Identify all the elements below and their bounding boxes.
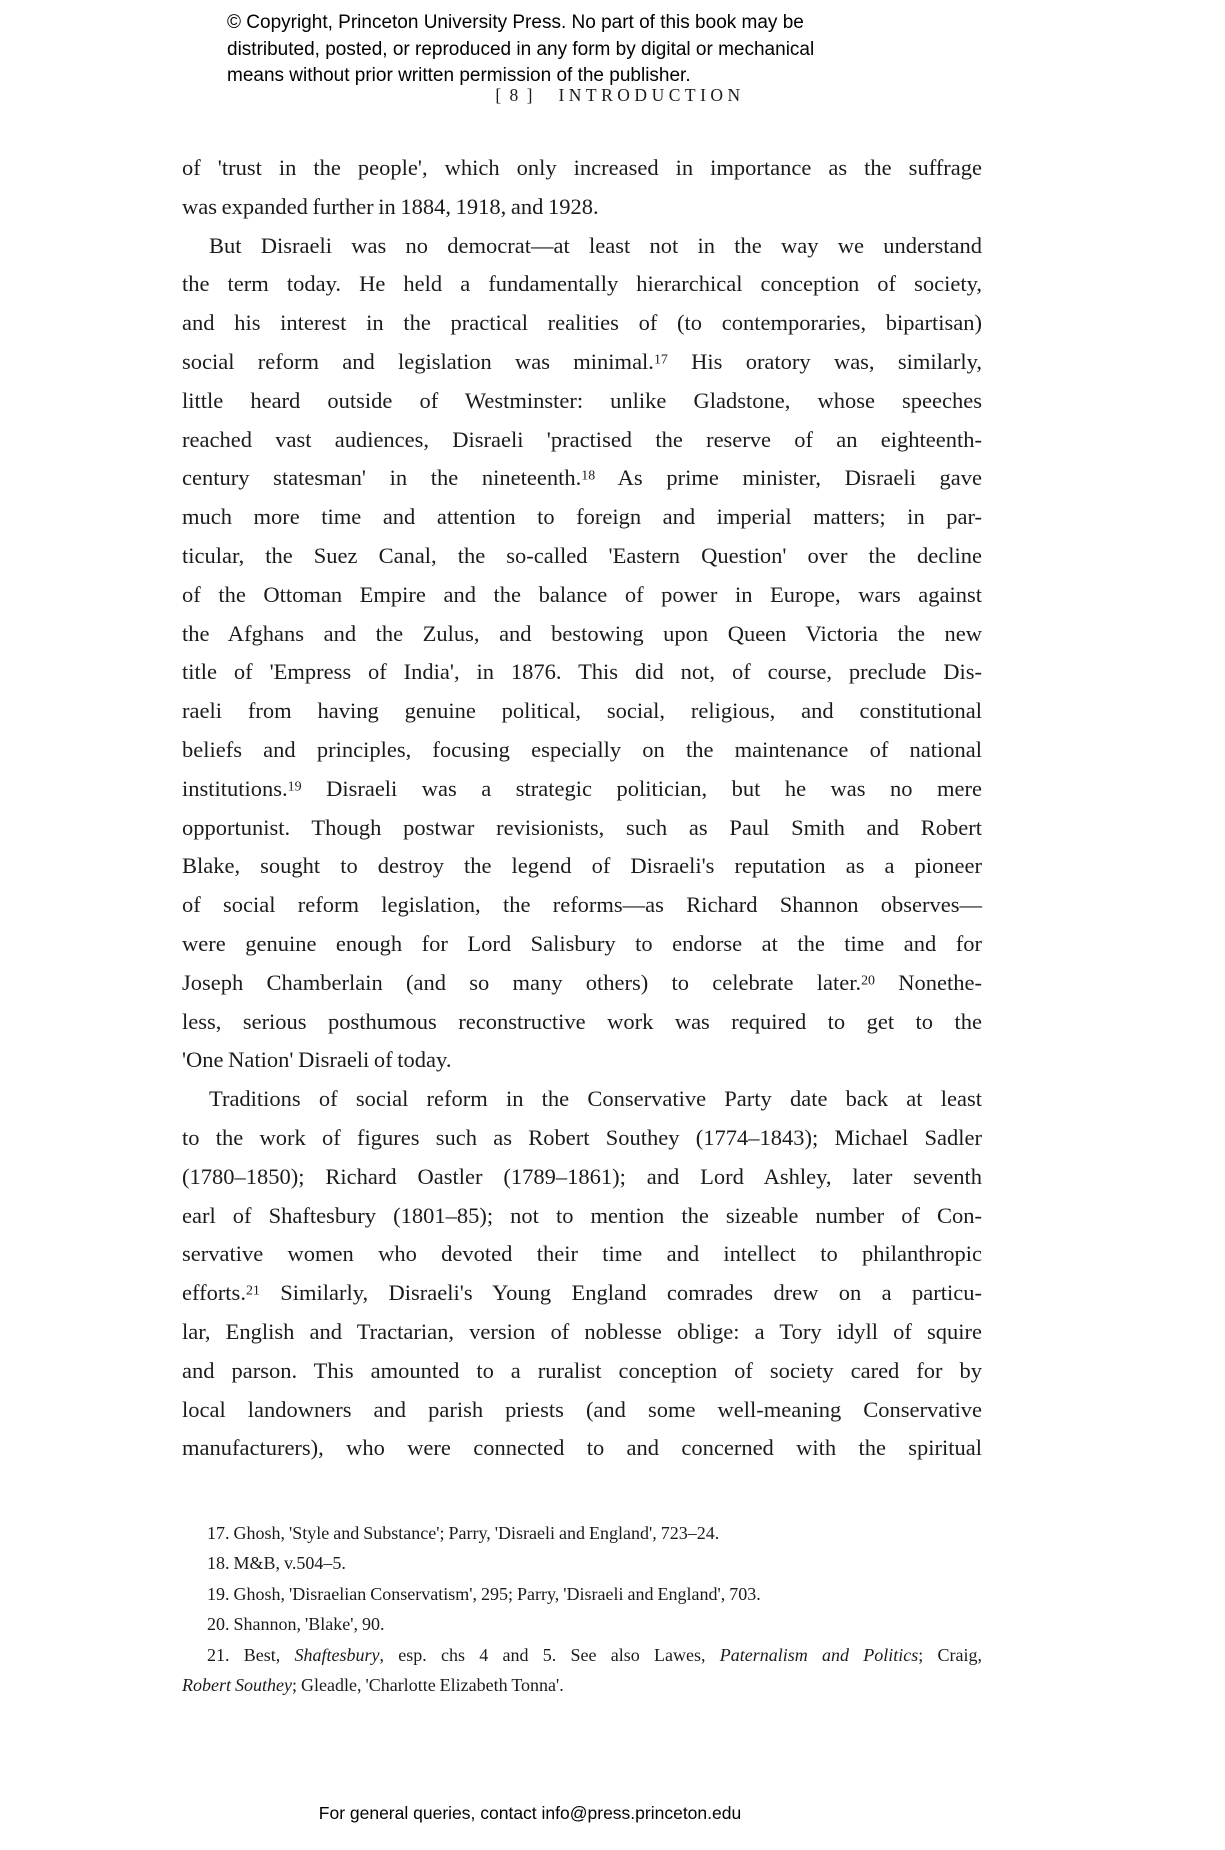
footnote-line [182,1670,982,1700]
footnote-line [182,1518,982,1548]
footnotes [182,1518,982,1700]
footnote-line [182,1579,982,1609]
text-line [182,498,982,537]
text-line [182,925,982,964]
text-run: little heard outside of Westminster: unlike Gladstone, whose speeches [182,387,982,413]
paragraph [182,1080,982,1468]
text-line [182,576,982,615]
footnote-ref: 18 [581,469,596,485]
text-line [182,1003,982,1042]
text-run: Traditions of social reform in the Conservative Party date back at least [209,1086,982,1112]
text-run: raeli from having genuine political, social, religious, and constitutional [182,698,982,724]
italic-text: Shaftesbury [294,1644,380,1665]
text-run: to the work of figures such as Robert Southey (1774–1843); Michael Sadler [182,1124,982,1150]
text-run: ; Craig, [918,1644,982,1665]
body-text [182,149,982,1468]
footnote-ref: 17 [653,352,668,368]
text-line [182,188,982,227]
footnote-ref: 20 [861,973,876,989]
text-line [182,886,982,925]
text-run: 'One Nation' Disraeli of today. [182,1047,452,1073]
text-line [182,304,982,343]
contact-text: For general queries, contact info@press.princeton.edu [318,1803,742,1823]
text-run: opportunist. Though postwar revisionists, such as Paul Smith and Robert [182,814,982,840]
text-line [182,653,982,692]
text-run: 19. Ghosh, 'Disraelian Conservatism', 295; Parry, 'Disraeli and England', 703. [207,1583,761,1604]
text-line [182,149,982,188]
text-line [182,847,982,886]
text-line [182,731,982,770]
text-run: much more time and attention to foreign and imperial matters; in par- [182,504,982,530]
text-line [182,692,982,731]
text-line [182,227,982,266]
footnote [182,1518,982,1548]
text-run: 20. Shannon, 'Blake', 90. [207,1614,385,1635]
text-run: As prime minister, Disraeli gave [595,465,982,491]
copyright-line-2: distributed, posted, or reproduced in any form by digital or mechanical [227,38,815,60]
text-run: Joseph Chamberlain (and so many others) to celebrate later. [182,969,862,995]
text-run: social reform and legislation was minimal. [182,348,654,374]
text-run: earl of Shaftesbury (1801–85); not to mention the sizeable number of Con- [182,1202,982,1228]
text-run: beliefs and principles, focusing especially on the maintenance of national [182,736,982,762]
text-run: 18. M&B, v.504–5. [207,1553,346,1574]
text-run: institutions. [182,775,288,801]
text-line [182,343,982,382]
italic-text: Robert Southey [182,1674,292,1695]
text-line [182,1429,982,1468]
text-line [182,1313,982,1352]
footnote-line [182,1609,982,1639]
footnote [182,1609,982,1639]
footnote [182,1548,982,1578]
footnote-line [182,1640,982,1670]
text-run: of the Ottoman Empire and the balance of power in Europe, wars against [182,581,982,607]
text-run: ; Gleadle, 'Charlotte Elizabeth Tonna'. [291,1674,564,1695]
footnote [182,1579,982,1609]
text-run: But Disraeli was no democrat—at least not in the way we understand [209,232,982,258]
text-run: was expanded further in 1884, 1918, and 1928. [182,193,599,219]
text-run: of 'trust in the people', which only increased in importance as the suffrage [182,155,982,180]
text-line [182,1158,982,1197]
text-line [182,382,982,421]
text-run: ticular, the Suez Canal, the so-called 'Eastern Question' over the decline [182,542,982,568]
copyright-line-1: © Copyright, Princeton University Press. No part of this book may be [227,12,804,33]
text-line [182,421,982,460]
text-run: manufacturers), who were connected to and concerned with the spiritual [182,1435,982,1461]
text-line [182,537,982,576]
text-line [182,809,982,848]
text-run: (1780–1850); Richard Oastler (1789–1861); and Lord Ashley, later seventh [182,1163,982,1189]
text-run: reached vast audiences, Disraeli 'practised the reserve of an eighteenth- [182,426,982,452]
paragraph [182,227,982,1081]
text-line [182,1235,982,1274]
text-run: servative women who devoted their time and intellect to philanthropic [182,1241,982,1267]
footnote-ref: 21 [245,1283,260,1299]
text-run: efforts. [182,1280,246,1306]
section-title: INTRODUCTION [558,85,745,105]
text-line [182,615,982,654]
text-line [182,1391,982,1430]
footnote-line [182,1548,982,1578]
text-line [182,1080,982,1119]
text-run: local landowners and parish priests (and some well-meaning Conservative [182,1396,982,1422]
contact-footer [150,1802,910,1824]
text-line [182,459,982,498]
text-run: lar, English and Tractarian, version of noblesse oblige: a Tory idyll of squire [182,1318,982,1344]
italic-text: Paternalism and Politics [719,1644,919,1665]
text-run: less, serious posthumous reconstructive work was required to get to the [182,1008,982,1034]
text-line [182,1119,982,1158]
text-line [182,1041,982,1080]
text-run: Blake, sought to destroy the legend of Disraeli's reputation as a pioneer [182,853,982,879]
text-run: and his interest in the practical realities of (to contemporaries, bipartisan) [182,310,982,336]
text-run: 21. Best, [207,1644,295,1665]
text-run: , esp. chs 4 and 5. See also Lawes, [379,1644,720,1665]
text-run: Nonethe- [875,969,982,995]
text-line [182,770,982,809]
text-run: the term today. He held a fundamentally hierarchical conception of society, [182,271,982,297]
page-number: [ 8 ] [495,85,535,105]
copyright-notice [227,10,814,90]
text-line [182,1352,982,1391]
text-run: 17. Ghosh, 'Style and Substance'; Parry, 'Disraeli and England', 723–24. [207,1523,720,1543]
text-run: His oratory was, similarly, [667,348,982,374]
text-run: title of 'Empress of India', in 1876. This did not, of course, preclude Dis- [182,659,982,685]
text-run: of social reform legislation, the reforms—as Richard Shannon observes— [182,892,982,918]
text-run: century statesman' in the nineteenth. [182,465,582,491]
text-run: Disraeli was a strategic politician, but he was no mere [301,775,982,801]
paragraph [182,149,982,227]
text-run: the Afghans and the Zulus, and bestowing upon Queen Victoria the new [182,620,982,646]
text-run: Similarly, Disraeli's Young England comrades drew on a particu- [259,1280,982,1306]
footnote-ref: 19 [287,779,302,795]
text-run: and parson. This amounted to a ruralist conception of society cared for by [182,1357,982,1383]
text-run: were genuine enough for Lord Salisbury to endorse at the time and for [182,930,982,956]
text-line [182,964,982,1003]
copyright-line-3: means without prior written permission of the publisher. [227,65,691,86]
text-line [182,1274,982,1313]
running-head [260,84,980,106]
text-line [182,1197,982,1236]
footnote [182,1640,982,1701]
text-line [182,265,982,304]
